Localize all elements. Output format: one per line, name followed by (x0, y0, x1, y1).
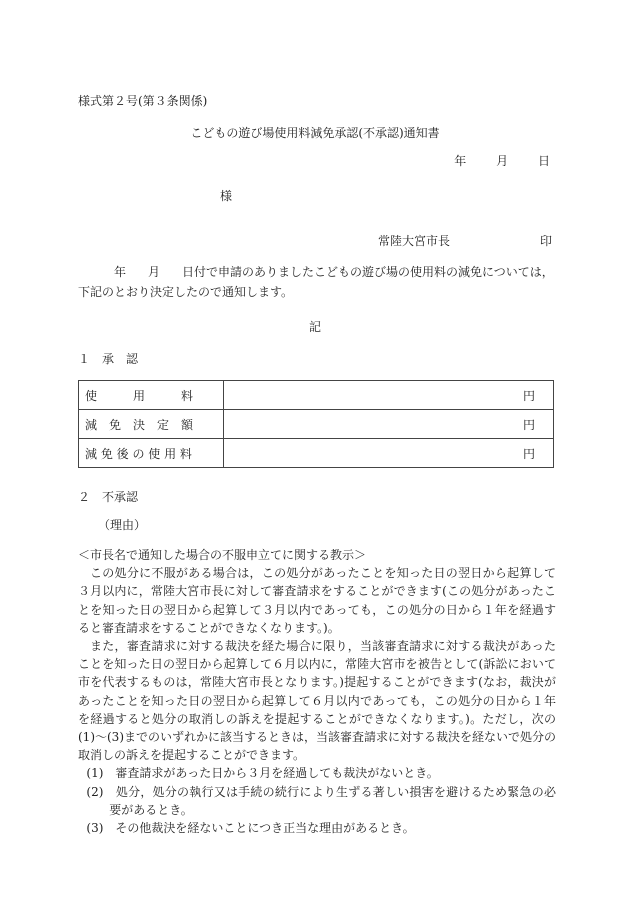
notice-heading: ＜市長名で通知した場合の不服申立てに関する教示＞ (78, 548, 367, 562)
appeal-notice (78, 546, 556, 837)
notice-item: (2) 処分，処分の執行又は手続の続行により生ずる著しい損害を避けるため緊急の必要があるとき。 (86, 784, 556, 817)
notice-paragraph: また，審査請求に対する裁決を経た場合に限り，当該審査請求に対する裁決があったことを知った日の翌日から起算して６月以内に，常陸大宮市を被告として(訴訟において市を代表するものは，常陸大宮市長となります。)提起することができます(なお，裁決があったことを知った日の翌日から起算して６月以内であっても，この処分の日から１年を経過すると処分の取消しの訴えを提起することができなくなります。)。ただし，次の(1)～(3)までのいずれかに該当するときは，当該審査請求に対する裁決を経ないで処分の取消しの訴えを提起することができます。 (78, 639, 556, 763)
table-row (79, 439, 554, 468)
document-title: こどもの遊び場使用料減免承認(不承認)通知書 (190, 126, 440, 140)
notice-item: (3) その他裁決を経ないことにつき正当な理由があるとき。 (86, 821, 415, 836)
issuer-line (378, 232, 552, 250)
fee-table (78, 380, 554, 468)
form-number: 様式第２号(第３条関係) (78, 94, 208, 108)
row-unit: 円 (224, 381, 554, 410)
date-line (428, 152, 550, 170)
table-row (79, 410, 554, 439)
notice-item: (1) 審査請求があった日から３月を経過しても裁決がないとき。 (86, 766, 439, 781)
notice-paragraph: この処分に不服がある場合は，この処分があったことを知った日の翌日から起算して３月以内に，常陸大宮市長に対して審査請求をすることができます(この処分があったことを知った日の翌日から起算して３月以内であっても，この処分の日から１年を経過すると審査請求をすることができなくなります。)。 (78, 566, 556, 635)
reason-label: （理由） (98, 518, 147, 532)
intro-text: 日付で申請のありましたこどもの遊び場の使用料の減免については，下記のとおり決定したので通知します。 (78, 265, 554, 299)
row-label: 使 用 料 (79, 381, 224, 410)
row-label: 減 免 決 定 額 (79, 410, 224, 439)
section-rejection-heading: ２ 不承認 (78, 490, 139, 504)
ki-heading: 記 (308, 320, 321, 334)
section-approval-heading: １ 承 認 (78, 352, 139, 366)
row-unit: 円 (224, 410, 554, 439)
intro-paragraph (78, 262, 554, 302)
issuer-seal: 印 (539, 234, 552, 248)
row-label: 減 免 後 の 使 用 料 (79, 439, 224, 468)
date-year: 年 (454, 154, 467, 168)
intro-year: 年 (114, 265, 127, 279)
issuer-name: 常陸大宮市長 (378, 234, 451, 248)
date-day: 日 (537, 154, 550, 168)
date-month: 月 (496, 154, 509, 168)
row-unit: 円 (224, 439, 554, 468)
intro-month: 月 (148, 265, 161, 279)
recipient-suffix: 様 (220, 189, 233, 203)
table-row (79, 381, 554, 410)
